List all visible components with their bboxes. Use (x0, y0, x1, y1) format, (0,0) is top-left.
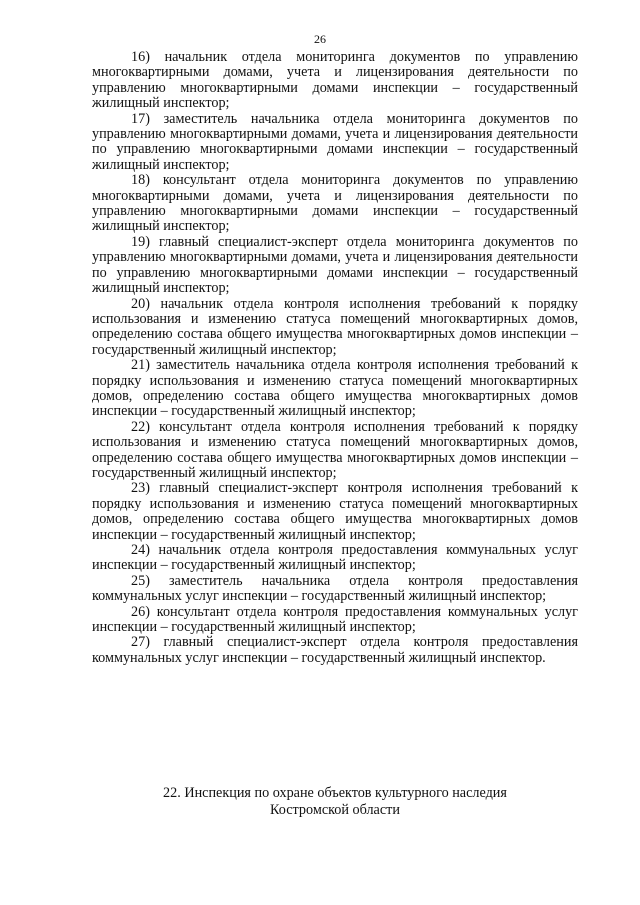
list-item: 19) главный специалист-эксперт отдела мониторинга документов по управлению многоквартирными домами, учета и лицензирования деятельности по управлению многоквартирными домами инспекции – государственный жилищный инспектор; (92, 233, 578, 297)
position-list (92, 50, 578, 666)
list-item: 24) начальник отдела контроля предоставления коммунальных услуг инспекции – государственный жилищный инспектор; (92, 542, 578, 574)
list-item: 25) заместитель начальника отдела контроля предоставления коммунальных услуг инспекции – государственный жилищный инспектор; (92, 572, 578, 605)
section-heading (92, 785, 578, 819)
list-item: 27) главный специалист-эксперт отдела контроля предоставления коммунальных услуг инспекции – государственный жилищный инспектор. (92, 634, 578, 666)
list-item: 22) консультант отдела контроля исполнения требований к порядку использования и изменению статуса помещений многоквартирных домов, определению состава общего имущества многоквартирных домов инспекции – государственный жилищный инспектор; (92, 418, 578, 481)
list-item: 17) заместитель начальника отдела мониторинга документов по управлению многоквартирными домами, учета и лицензирования деятельности по управлению многоквартирными домами инспекции – государственный жилищный инспектор; (92, 110, 578, 173)
list-item: 26) консультант отдела контроля предоставления коммунальных услуг инспекции – государственный жилищный инспектор; (92, 603, 578, 636)
list-item: 18) консультант отдела мониторинга документов по управлению многоквартирными домами, учета и лицензирования деятельности по управлению многоквартирными домами инспекции – государственный жилищный инспектор; (92, 172, 578, 235)
list-item: 23) главный специалист-эксперт контроля исполнения требований к порядку использования и изменению статуса помещений многоквартирных домов, определению состава общего имущества многоквартирных домов инспекции – государственный жилищный инспектор; (92, 480, 578, 543)
list-item: 21) заместитель начальника отдела контроля исполнения требований к порядку использования и изменению статуса помещений многоквартирных домов, определению состава общего имущества многоквартирных домов инспекции – государственный жилищный инспектор; (92, 357, 578, 420)
section-heading-line: Костромской области (270, 802, 400, 818)
list-item: 20) начальник отдела контроля исполнения требований к порядку использования и изменению статуса помещений многоквартирных домов, определению состава общего имущества многоквартирных домов инспекции – государственный жилищный инспектор; (92, 295, 578, 358)
list-item: 16) начальник отдела мониторинга документов по управлению многоквартирными домами, учета и лицензирования деятельности по управлению многоквартирными домами инспекции – государственный жилищный инспектор; (92, 49, 578, 112)
section-heading-line: 22. Инспекция по охране объектов культурного наследия (163, 785, 507, 801)
page-number: 26 (314, 32, 326, 46)
